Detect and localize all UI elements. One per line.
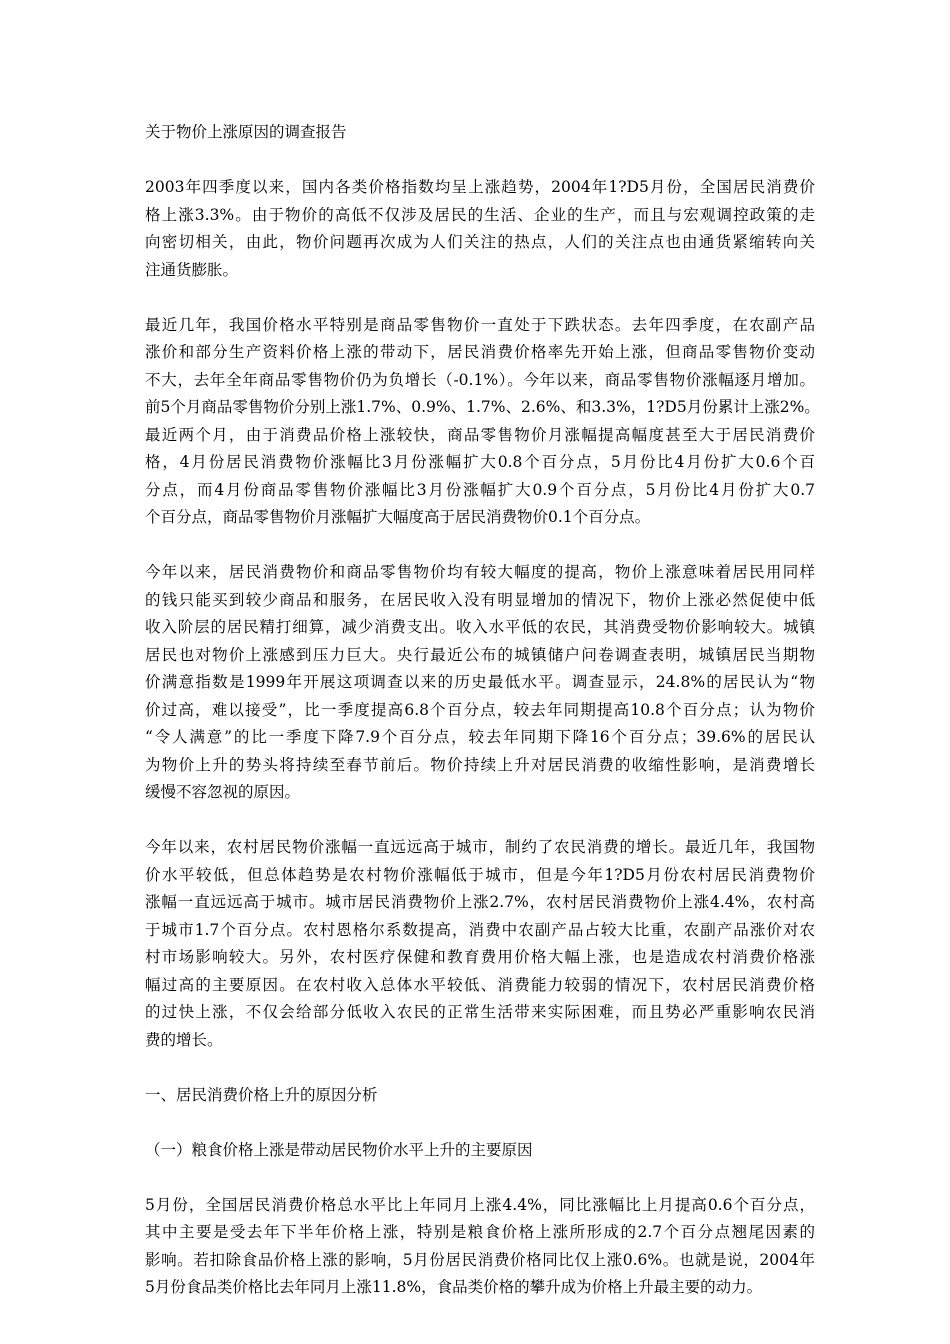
paragraph-5 bbox=[145, 1192, 815, 1302]
document-page bbox=[145, 119, 820, 1302]
paragraph-line: 幅过高的主要原因。在农村收入总体水平较低、消费能力较弱的情况下，农村居民消费价格 bbox=[145, 975, 815, 994]
paragraph-2 bbox=[145, 312, 820, 532]
subsection-heading: （一）粮食价格上涨是带动居民物价水平上升的主要原因 bbox=[145, 1140, 533, 1159]
paragraph-line: 居民也对物价上涨感到压力巨大。央行最近公布的城镇储户问卷调查表明，城镇居民当期物 bbox=[145, 645, 815, 664]
paragraph-4 bbox=[145, 834, 815, 1054]
spacer bbox=[145, 284, 815, 312]
paragraph-line: 最近几年，我国价格水平特别是商品零售物价一直处于下跌状态。去年四季度，在农副产品 bbox=[145, 315, 815, 334]
paragraph-line: 5月份，全国居民消费价格总水平比上年同月上涨4.4%，同比涨幅比上月提高0.6个百分点， bbox=[145, 1195, 815, 1214]
paragraph-line: 于城市1.7个百分点。农村恩格尔系数提高，消费中农副产品占较大比重，农副产品涨价对农 bbox=[145, 920, 815, 939]
document-title: 关于物价上涨原因的调查报告 bbox=[145, 123, 347, 141]
paragraph-line: 不大，去年全年商品零售物价仍为负增长（-0.1%）。今年以来，商品零售物价涨幅逐月增加。 bbox=[145, 370, 815, 389]
paragraph-3 bbox=[145, 559, 815, 807]
paragraph-line: 涨幅一直远远高于城市。城市居民消费物价上涨2.7%，农村居民消费物价上涨4.4%，农村高 bbox=[145, 893, 815, 911]
paragraph-line: 价过高，难以接受”，比一季度提高6.8个百分点，较去年同期提高10.8个百分点；认为物价 bbox=[145, 700, 815, 719]
paragraph-line: 今年以来，农村居民物价涨幅一直远远高于城市，制约了农民消费的增长。最近几年，我国物 bbox=[145, 838, 815, 856]
paragraph-line: 的钱只能买到较少商品和服务，在居民收入没有明显增加的情况下，物价上涨必然促使中低 bbox=[145, 590, 815, 609]
spacer bbox=[145, 147, 815, 175]
paragraph-line: 为物价上升的势头将持续至春节前后。物价持续上升对居民消费的收缩性影响，是消费增长 bbox=[145, 755, 815, 774]
spacer bbox=[145, 1164, 815, 1192]
paragraph-line: 价水平较低，但总体趋势是农村物价涨幅低于城市，但是今年1?D5月份农村居民消费物价 bbox=[145, 865, 815, 884]
paragraph-line: 个百分点，商品零售物价月涨幅扩大幅度高于居民消费物价0.1个百分点。 bbox=[145, 508, 651, 526]
paragraph-line: 价满意指数是1999年开展这项调查以来的历史最低水平。调查显示，24.8%的居民认为“物 bbox=[145, 673, 815, 691]
paragraph-line: 其中主要是受去年下半年价格上涨，特别是粮食价格上涨所形成的2.7个百分点翘尾因素的 bbox=[145, 1223, 815, 1241]
paragraph-line: 村市场影响较大。另外，农村医疗保健和教育费用价格大幅上涨，也是造成农村消费价格涨 bbox=[145, 948, 815, 966]
spacer bbox=[145, 1054, 815, 1082]
paragraph-line: 的过快上涨，不仅会给部分低收入农民的正常生活带来实际困难，而且势必严重影响农民消 bbox=[145, 1003, 815, 1021]
paragraph-line: 最近两个月，由于消费品价格上涨较快，商品零售物价月涨幅提高幅度甚至大于居民消费价 bbox=[145, 425, 815, 444]
paragraph-line: 格上涨3.3%。由于物价的高低不仅涉及居民的生活、企业的生产，而且与宏观调控政策的走 bbox=[145, 205, 815, 224]
paragraph-line: 5月份食品类价格比去年同月上涨11.8%，食品类价格的攀升成为价格上升最主要的动力。 bbox=[145, 1278, 763, 1296]
paragraph-line: 分点，而4月份商品零售物价涨幅比3月份涨幅扩大0.9个百分点，5月份比4月份扩大0.7 bbox=[145, 480, 815, 499]
paragraph-1 bbox=[145, 174, 815, 284]
paragraph-line: 向密切相关，由此，物价问题再次成为人们关注的热点，人们的关注点也由通货紧缩转向关 bbox=[145, 233, 815, 251]
paragraph-line: 前5个月商品零售物价分别上涨1.7%、0.9%、1.7%、2.6%、和3.3%，1?D5月份累计上涨2%。 bbox=[145, 398, 820, 416]
paragraph-line: “令人满意”的比一季度下降7.9个百分点，较去年同期下降16个百分点；39.6%的居民认 bbox=[145, 728, 815, 746]
paragraph-line: 注通货膨胀。 bbox=[145, 260, 239, 279]
paragraph-line: 涨价和部分生产资料价格上涨的带动下，居民消费价格率先开始上涨，但商品零售物价变动 bbox=[145, 343, 815, 361]
paragraph-line: 格，4月份居民消费物价涨幅比3月份涨幅扩大0.8个百分点，5月份比4月份扩大0.6个百 bbox=[145, 453, 815, 471]
paragraph-line: 影响。若扣除食品价格上涨的影响，5月份居民消费价格同比仅上涨0.6%。也就是说，2004年 bbox=[145, 1250, 815, 1269]
paragraph-line: 缓慢不容忽视的原因。 bbox=[145, 783, 301, 801]
spacer bbox=[145, 807, 815, 835]
spacer bbox=[145, 1109, 815, 1137]
paragraph-line: 今年以来，居民消费物价和商品零售物价均有较大幅度的提高，物价上涨意味着居民用同样 bbox=[145, 563, 815, 581]
paragraph-line: 2003年四季度以来，国内各类价格指数均呈上涨趋势，2004年1?D5月份，全国居民消费价 bbox=[145, 178, 815, 196]
paragraph-line: 费的增长。 bbox=[145, 1030, 223, 1049]
paragraph-line: 收入阶层的居民精打细算，减少消费支出。收入水平低的农民，其消费受物价影响较大。城镇 bbox=[145, 618, 815, 636]
section-heading: 一、居民消费价格上升的原因分析 bbox=[145, 1085, 378, 1104]
spacer bbox=[145, 532, 815, 560]
